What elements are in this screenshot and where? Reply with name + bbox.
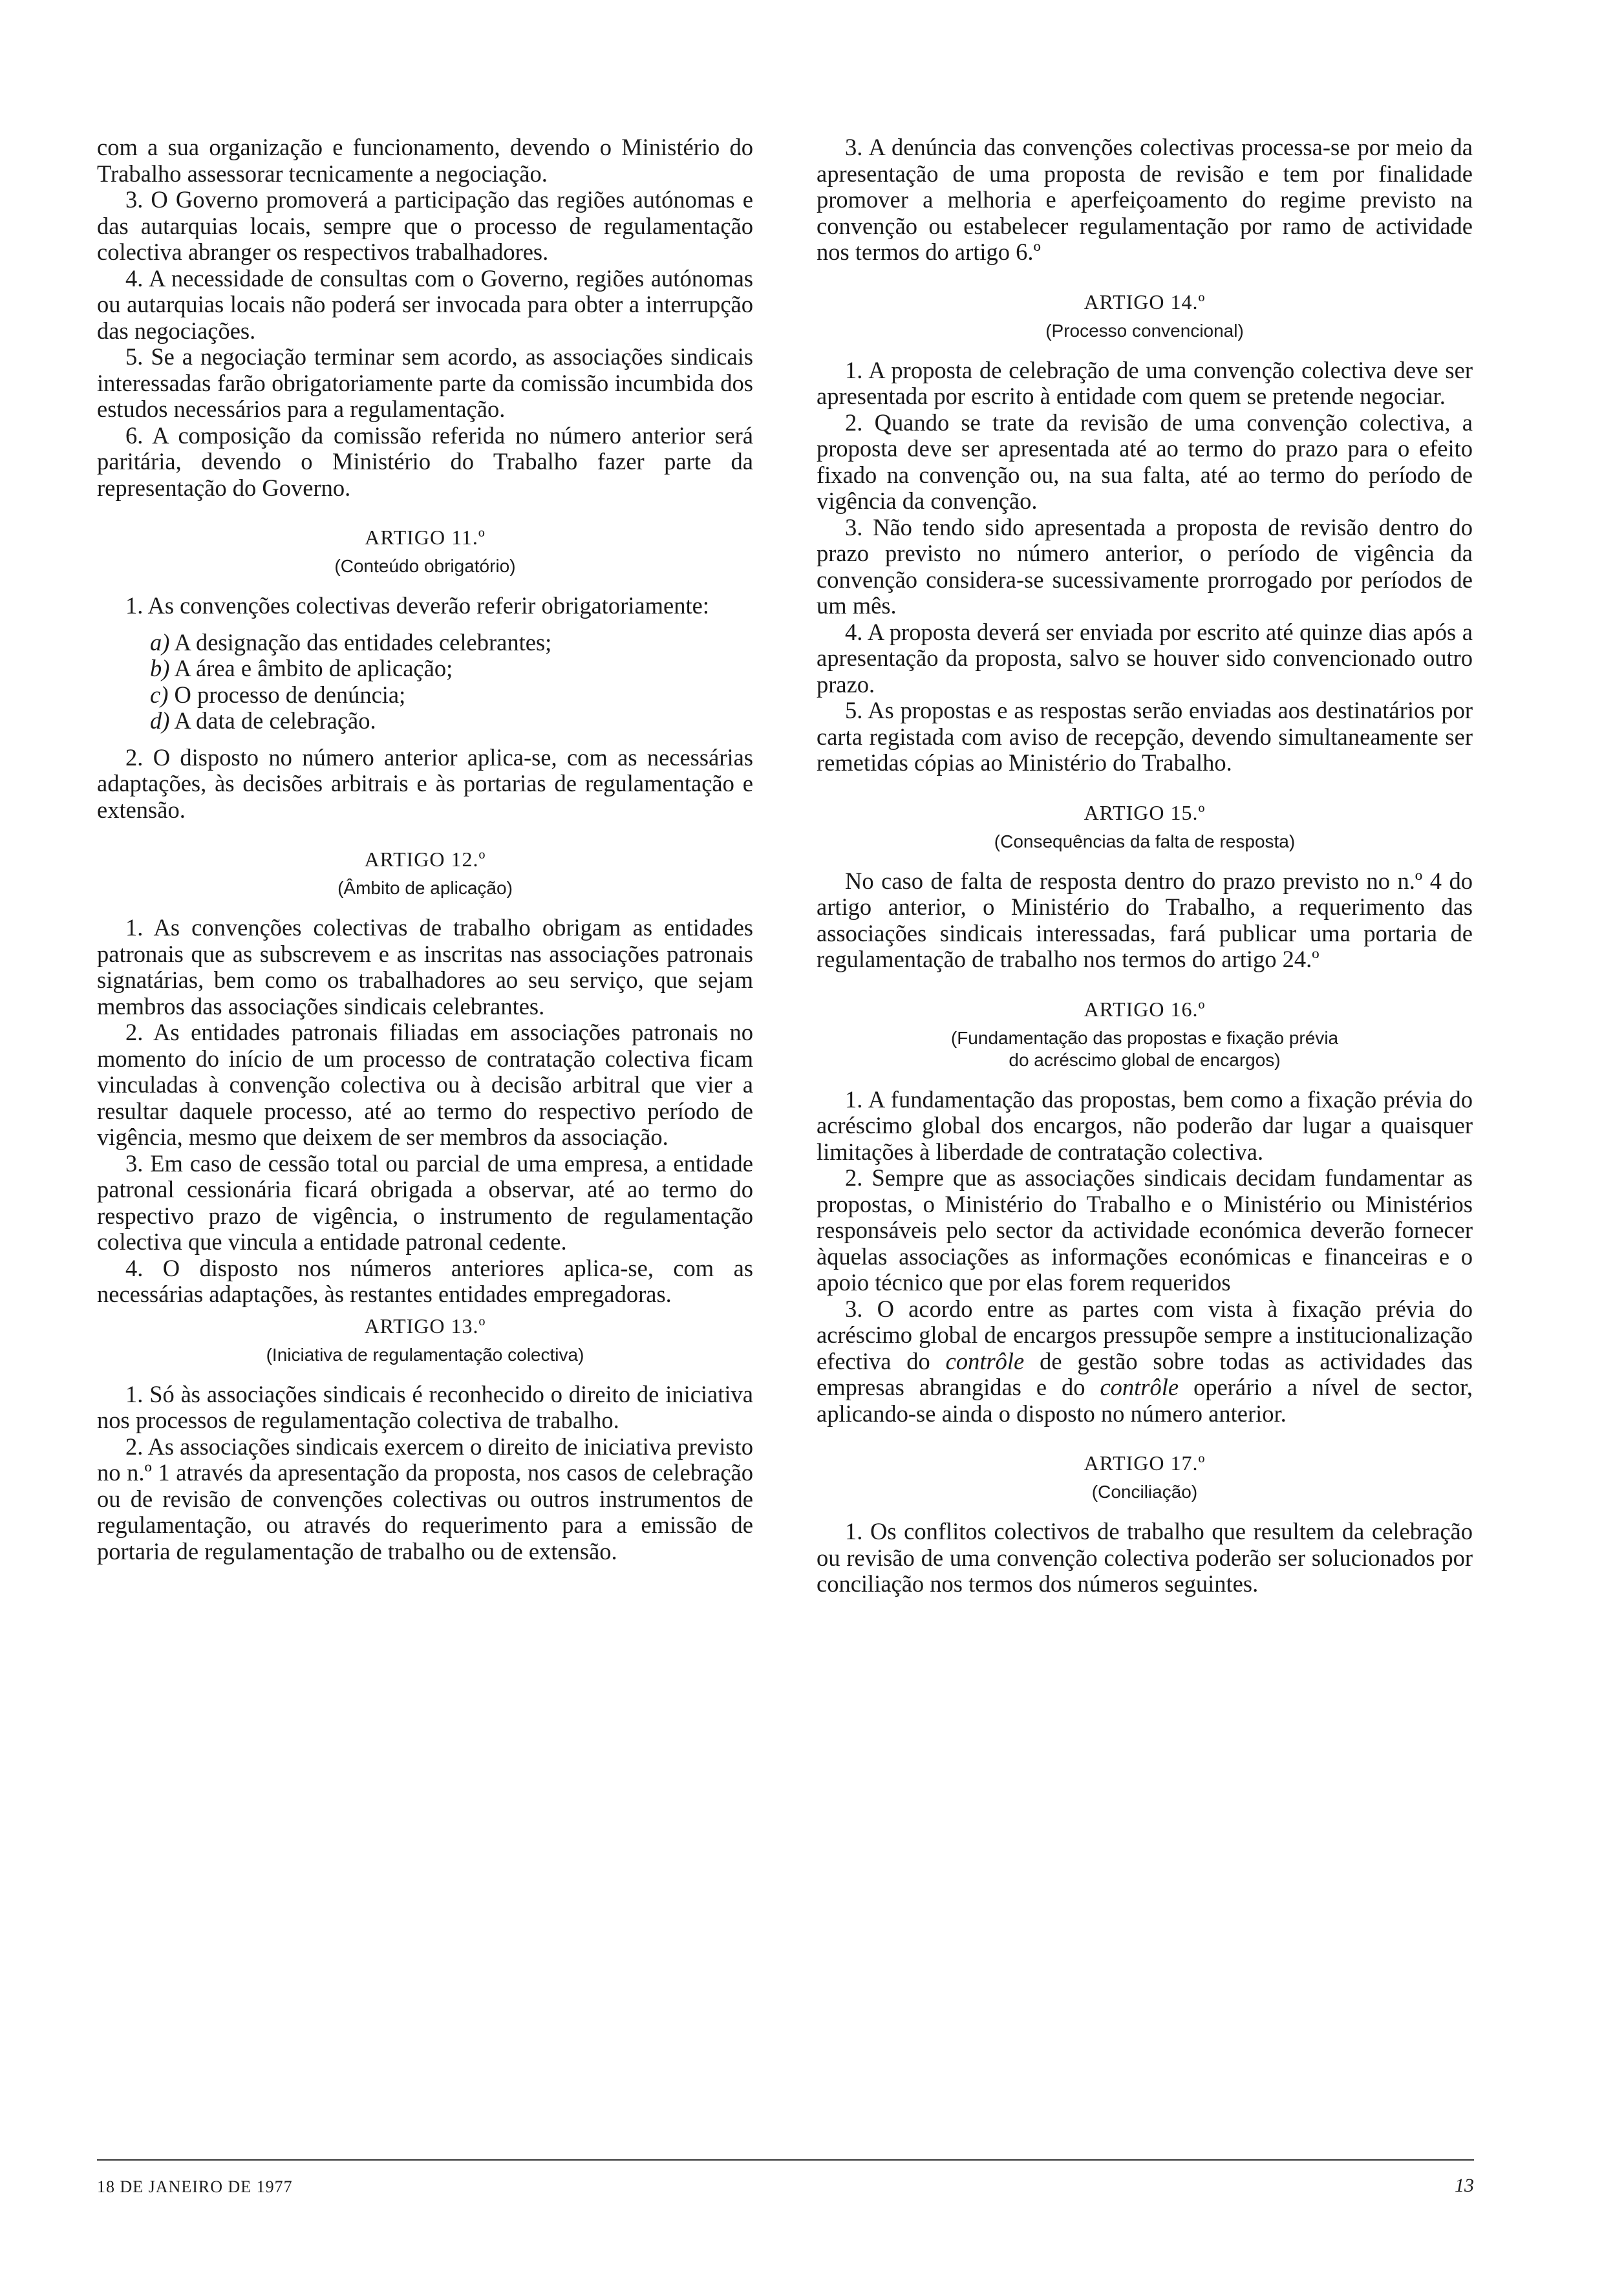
paragraph: 2. As associações sindicais exercem o direito de iniciativa previsto no n.º 1 através da apresentação da proposta, nos casos de celebração ou de revisão de convenções colectivas ou outros instrumentos de regulamentação, ou através do requerimento para a emissão de portaria de regulamentação de trabalho ou de extensão. <box>97 1433 754 1565</box>
article-subtitle-line: (Fundamentação das propostas e fixação prévia <box>950 1027 1339 1048</box>
article-subtitle-line: do acréscimo global de encargos) <box>1009 1049 1281 1070</box>
paragraph: 4. O disposto nos números anteriores aplica-se, com as necessárias adaptações, às restantes entidades empregadoras. <box>97 1254 753 1307</box>
list-item <box>97 630 753 656</box>
article-title: ARTIGO 11.º <box>365 526 486 549</box>
italic-term: contrôle <box>1100 1374 1179 1400</box>
paragraph: 1. Só às associações sindicais é reconhecido o direito de iniciativa nos processos de regulamentação colectiva de trabalho. <box>97 1380 753 1433</box>
paragraph: 6. A composição da comissão referida no número anterior será paritária, devendo o Ministério do Trabalho fazer parte da representação do Governo. <box>97 422 753 501</box>
article-subtitle: (Âmbito de aplicação) <box>337 878 513 898</box>
item-text: A data de celebração. <box>174 707 376 734</box>
article-subtitle: (Conteúdo obrigatório) <box>334 556 516 576</box>
text-run: operário a nível de sector, aplicando-se ainda o disposto no número anterior. <box>817 1374 1473 1427</box>
text-run: de gestão sobre todas as actividades das empresas abrangidas e do <box>817 1347 1473 1400</box>
paragraph: com a sua organização e funcionamento, devendo o Ministério do Trabalho assessorar tecnicamente a negociação. <box>97 134 753 187</box>
list-item <box>97 656 753 682</box>
article-subtitle: (Iniciativa de regulamentação colectiva) <box>266 1344 584 1365</box>
paragraph: No caso de falta de resposta dentro do prazo previsto no n.º 4 do artigo anterior, o Ministério do Trabalho, a requerimento das associações sindicais interessadas, fará publicar uma portaria de regulamentação de trabalho nos termos do artigo 24.º <box>817 867 1473 972</box>
paragraph: 5. Se a negociação terminar sem acordo, as associações sindicais interessadas farão obrigatoriamente parte da comissão incumbida dos estudos necessários para a regulamentação. <box>97 343 753 422</box>
paragraph: 3. Não tendo sido apresentada a proposta de revisão dentro do prazo previsto no número anterior, o período de vigência da convenção considera-se sucessivamente prorrogado por períodos de um mês. <box>817 513 1473 619</box>
article-subtitle <box>817 1027 1473 1071</box>
item-text: A designação das entidades celebrantes; <box>174 628 552 656</box>
list-item <box>97 682 753 709</box>
article-subtitle: (Conciliação) <box>1091 1482 1198 1502</box>
paragraph: 1. As convenções colectivas deverão referir obrigatoriamente: <box>125 592 709 619</box>
italic-term: contrôle <box>945 1347 1025 1374</box>
paragraph: 1. A proposta de celebração de uma convenção colectiva deve ser apresentada por escrito à entidade com quem se pretende negociar. <box>817 356 1473 409</box>
article-title: ARTIGO 14.º <box>1084 290 1206 314</box>
item-text: A área e âmbito de aplicação; <box>174 655 453 681</box>
paragraph: 2. O disposto no número anterior aplica-se, com as necessárias adaptações, às decisões arbitrais e às portarias de regulamentação e extensão. <box>97 743 753 823</box>
paragraph <box>817 1296 1473 1427</box>
item-list <box>97 630 753 734</box>
paragraph: 2. As entidades patronais filiadas em associações patronais no momento do início de um processo de contratação colectiva ficam vinculadas à convenção colectiva ou à decisão arbitral que vier a resultar daquele processo, até ao termo do respectivo período de vigência, mesmo que deixem de ser membros da associação. <box>97 1019 753 1150</box>
footer-date: 18 DE JANEIRO DE 1977 <box>97 2177 293 2196</box>
item-text: O processo de denúncia; <box>174 681 406 708</box>
paragraph: 3. Em caso de cessão total ou parcial de uma empresa, a entidade patronal cessionária ficará obrigada a observar, até ao termo do respectivo prazo de vigência, o instrumento de regulamentação colectiva que vincula a entidade patronal cedente. <box>97 1149 753 1255</box>
left-column <box>97 134 753 1565</box>
paragraph: 2. Sempre que as associações sindicais decidam fundamentar as propostas, o Ministério do Trabalho e o Ministério ou Ministérios responsáveis pelo sector da actividade económica deverão fornecer àquelas associações as informações económicas e financeiras e o apoio técnico que por elas forem requeridos <box>817 1164 1473 1296</box>
paragraph: 3. A denúncia das convenções colectivas processa-se por meio da apresentação de uma proposta de revisão e tem por finalidade promover a melhoria e aperfeiçoamento do regime previsto na convenção ou estabelecer regulamentação por ramo de actividade nos termos do artigo 6.º <box>817 134 1473 265</box>
footer-rule <box>97 2159 1474 2161</box>
page-number: 13 <box>1455 2175 1474 2196</box>
article-subtitle: (Consequências da falta de resposta) <box>994 831 1296 851</box>
paragraph: 3. O Governo promoverá a participação das regiões autónomas e das autarquias locais, sempre que o processo de regulamentação colectiva abranger os respectivos trabalhadores. <box>97 186 753 265</box>
item-letter: c) <box>150 681 169 708</box>
paragraph: 1. Os conflitos colectivos de trabalho que resultem da celebração ou revisão de uma convenção colectiva poderão ser solucionados por conciliação nos termos dos números seguintes. <box>817 1518 1473 1597</box>
article-title: ARTIGO 16.º <box>1084 997 1206 1021</box>
article-title: ARTIGO 13.º <box>364 1314 486 1338</box>
article-title: ARTIGO 15.º <box>1084 800 1206 824</box>
item-letter: a) <box>150 628 170 656</box>
item-letter: d) <box>150 707 170 734</box>
paragraph: 1. As convenções colectivas de trabalho obrigam as entidades patronais que as subscrevem e as inscritas nas associações patronais signatárias, bem como os trabalhadores ao seu serviço, que sejam membros das associações sindicais celebrantes. <box>97 914 753 1020</box>
list-item <box>97 708 753 734</box>
article-title: ARTIGO 12.º <box>364 848 486 871</box>
paragraph: 4. A proposta deverá ser enviada por escrito até quinze dias após a apresentação da proposta, salvo se houver sido convencionado outro prazo. <box>817 618 1473 698</box>
paragraph: 4. A necessidade de consultas com o Governo, regiões autónomas ou autarquias locais não poderá ser invocada para obter a interrupção das negociações. <box>97 264 753 344</box>
article-subtitle: (Processo convencional) <box>1045 320 1244 341</box>
paragraph: 5. As propostas e as respostas serão enviadas aos destinatários por carta registada com aviso de recepção, devendo simultaneamente ser remetidas cópias ao Ministério do Trabalho. <box>817 697 1473 776</box>
right-column <box>817 134 1473 1597</box>
paragraph: 1. A fundamentação das propostas, bem como a fixação prévia do acréscimo global dos encargos, não poderão dar lugar a quaisquer limitações à liberdade de contratação colectiva. <box>817 1085 1473 1165</box>
paragraph: 2. Quando se trate da revisão de uma convenção colectiva, a proposta deve ser apresentada até ao termo do prazo para o efeito fixado na convenção ou, na sua falta, até ao termo do período de vigência da convenção. <box>817 409 1473 514</box>
text-run: 3. O acordo entre as partes com vista à fixação prévia do acréscimo global de encargos pressupõe sempre a institucionalização efectiva do <box>817 1295 1473 1374</box>
article-title: ARTIGO 17.º <box>1084 1451 1206 1475</box>
item-letter: b) <box>150 655 170 681</box>
